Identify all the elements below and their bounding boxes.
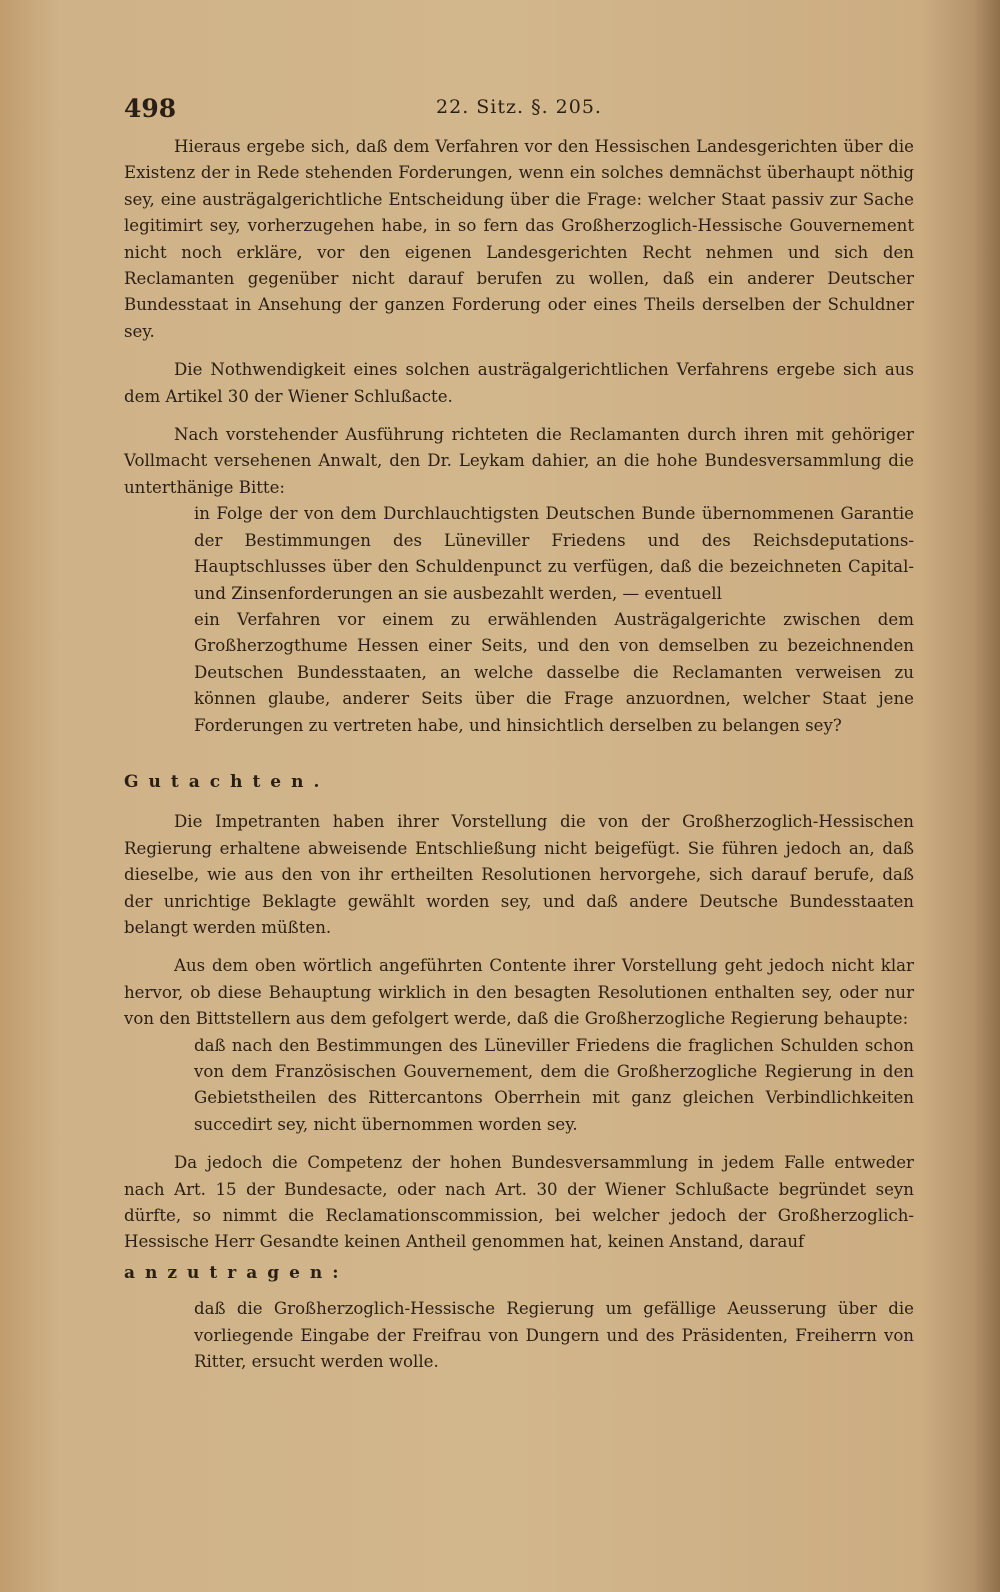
paragraph-4: Die Impetranten haben ihrer Vorstellung die von der Großherzoglich-Hessischen Regierung erhaltene abweisende Entschließung nicht beigefügt. Sie führen jedoch an, daß dieselbe, wie aus den von ihr ertheilten Resolutionen hervorgehe, sich darauf berufe, daß der unrichtige Beklagte gewählt worden sey, und daß andere Deutsche Bundesstaaten belangt werden müßten.	[124, 812, 914, 937]
petition-item-2: ein Verfahren vor einem zu erwählenden Austrägalgerichte zwischen dem Großherzogthume Hessen einer Seits, und den von demselben zu bezeichnenden Deutschen Bundesstaaten, an welche dasselbe die Reclamanten verweisen zu können glaube, anderer Seits über die Frage anzuordnen, welcher Staat jene Forderungen zu vertreten habe, und hinsichtlich derselben zu belangen sey?	[194, 609, 914, 735]
page-header	[124, 92, 914, 128]
paragraph-5: Aus dem oben wörtlich angeführten Contente ihrer Vorstellung geht jedoch nicht klar hervor, ob diese Behauptung wirklich in den besagten Resolutionen enthalten sey, oder nur von den Bittstellern aus dem gefolgert werde, daß die Großherzogliche Regierung behaupte:	[124, 956, 914, 1029]
paragraph-6: Da jedoch die Competenz der hohen Bundesversammlung in jedem Falle entweder nach Art. 15 der Bundesacte, oder nach Art. 30 der Wiener Schlußacte begründet seyn dürfte, so nimmt die Reclamationscommission, bei welcher jedoch der Großherzoglich-Hessische Herr Gesandte keinen Antheil genommen hat, keinen Anstand, darauf	[124, 1153, 914, 1252]
motion-text: daß die Großherzoglich-Hessische Regierung um gefällige Aeusserung über die vorliegende Eingabe der Freifrau von Dungern und des Präsidenten, Freiherrn von Ritter, ersucht werden wolle.	[194, 1299, 914, 1372]
body-text	[124, 134, 914, 1375]
heading-gutachten: Gutachten.	[124, 771, 330, 792]
quoted-claim: daß nach den Bestimmungen des Lüneviller Friedens die fraglichen Schulden schon von dem Französischen Gouvernement, dem die Großherzogliche Regierung in den Gebietstheilen des Rittercantons Oberrhein mit ganz gleichen Verbindlichkeiten succedirt sey, nicht übernommen worden sey.	[194, 1035, 914, 1134]
paragraph-2: Die Nothwendigkeit eines solchen austrägalgerichtlichen Verfahrens ergebe sich aus dem Artikel 30 der Wiener Schlußacte.	[124, 360, 914, 406]
page-spine-shadow	[974, 0, 1000, 1592]
heading-anzutragen: anzutragen:	[124, 1262, 349, 1283]
paragraph-3: Nach vorstehender Ausführung richteten die Reclamanten durch ihren mit gehöriger Vollmacht versehenen Anwalt, den Dr. Leykam dahier, an die hohe Bundesversammlung die unterthänige Bitte:	[124, 425, 914, 497]
running-head: 22. Sitz. §. 205.	[436, 96, 602, 118]
page-number: 498	[124, 94, 177, 123]
paragraph-1: Hieraus ergebe sich, daß dem Verfahren vor den Hessischen Landesgerichten über die Existenz der in Rede stehenden Forderungen, wenn ein solches demnächst überhaupt nöthig sey, eine austrägalgerichtliche Entscheidung über die Frage: welcher Staat passiv zur Sache legitimirt sey, vorherzugehen habe, in so fern das Großherzoglich-Hessische Gouvernement nicht noch erkläre, vor den eigenen Landesgerichten Recht nehmen und sich den Reclamanten gegenüber nicht darauf berufen zu wollen, daß ein anderer Deutscher Bundesstaat in Ansehung der ganzen Forderung oder eines Theils derselben der Schuldner sey.	[124, 137, 914, 341]
petition-item-1: in Folge der von dem Durchlauchtigsten Deutschen Bunde übernommenen Garantie der Bestimmungen des Lüneviller Friedens und des Reichsdeputations-Hauptschlusses über den Schuldenpunct zu verfügen, daß die bezeichneten Capital- und Zinsenforderungen an sie ausbezahlt werden, — eventuell	[194, 504, 914, 603]
